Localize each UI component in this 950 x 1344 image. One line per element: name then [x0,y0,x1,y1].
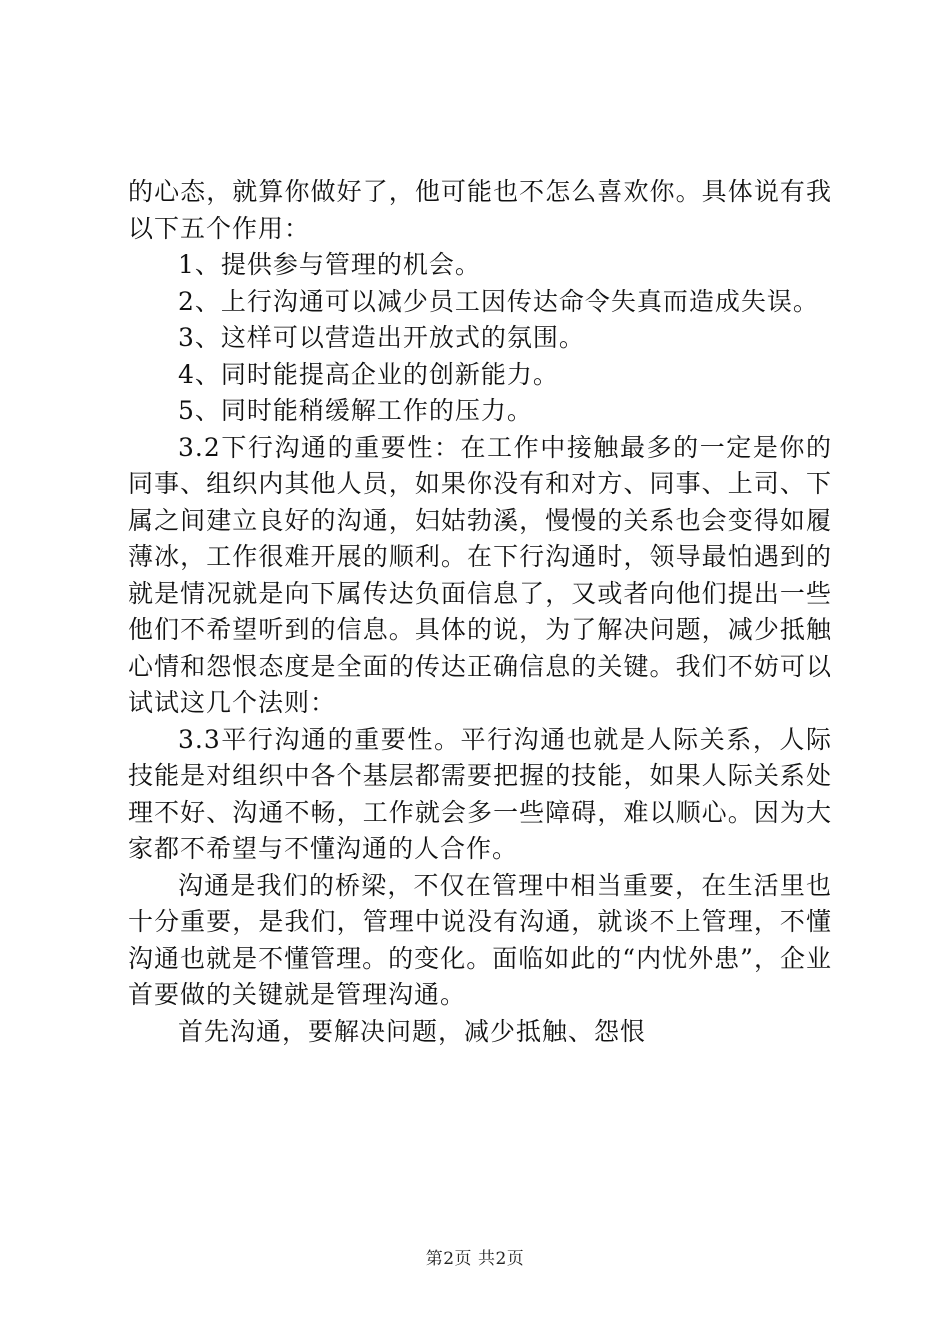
document-body [128,174,832,1050]
paragraph: 沟通是我们的桥梁，不仅在管理中相当重要，在生活里也十分重要，是我们，管理中说没有沟通，就谈不上管理，不懂沟通也就是不懂管理。的变化。面临如此的“内忧外患”，企业首要做的关键就是管理沟通。 [128,870,832,1009]
paragraph: 3.2下行沟通的重要性：在工作中接触最多的一定是你的同事、组织内其他人员，如果你没有和对方、同事、上司、下属之间建立良好的沟通，妇姑勃溪，慢慢的关系也会变得如履薄冰，工作很难开展的顺利。在下行沟通时，领导最怕遇到的就是情况就是向下属传达负面信息了，又或者向他们提出一些他们不希望听到的信息。具体的说，为了解决问题，减少抵触心情和怨恨态度是全面的传达正确信息的关键。我们不妨可以试试这几个法则： [128,432,832,717]
paragraph: 的心态，就算你做好了，他可能也不怎么喜欢你。具体说有我以下五个作用： [128,177,832,243]
list-item: 5、同时能稍缓解工作的压力。 [178,396,533,425]
list-item: 4、同时能提高企业的创新能力。 [178,359,559,389]
paragraph: 首先沟通，要解决问题，减少抵触、怨恨 [178,1016,647,1046]
list-item: 2、上行沟通可以减少员工因传达命令失真而造成失误。 [178,286,819,316]
list-item: 3、这样可以营造出开放式的氛围。 [178,323,585,352]
paragraph: 3.3平行沟通的重要性。平行沟通也就是人际关系，人际技能是对组织中各个基层都需要把握的技能，如果人际关系处理不好、沟通不畅，工作就会多一些障碍，难以顺心。因为大家都不希望与不懂沟通的人合作。 [128,724,832,863]
list-item: 1、提供参与管理的机会。 [178,250,481,279]
page-footer: 第2页 共2页 [425,1249,525,1269]
